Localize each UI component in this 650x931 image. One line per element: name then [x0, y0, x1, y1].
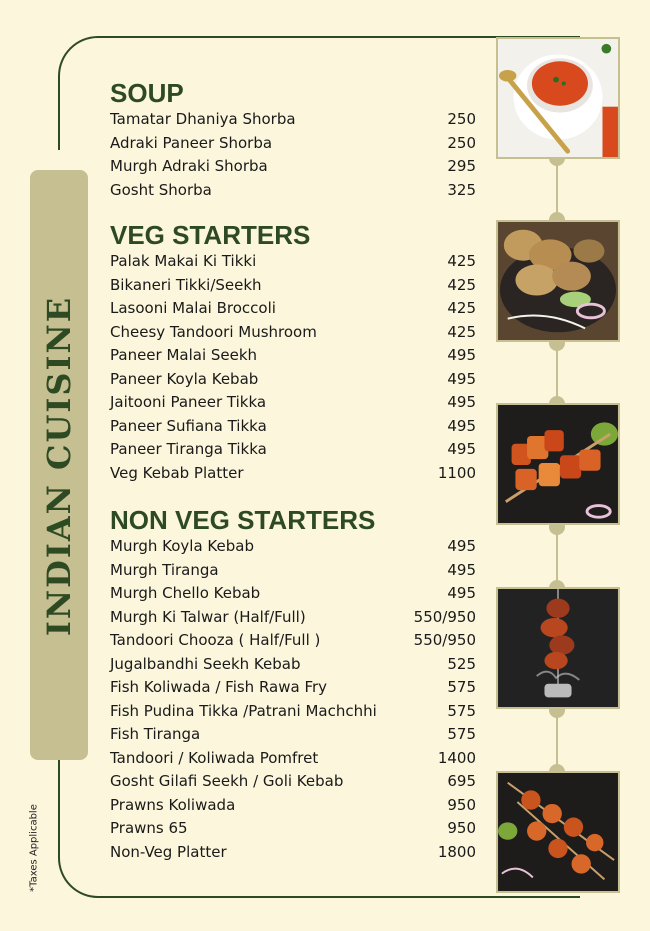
menu-item-price: 550/950: [413, 607, 476, 626]
menu-item: [110, 676, 476, 700]
menu-item: [110, 438, 476, 462]
menu-item-name: Paneer Tiranga Tikka: [110, 440, 267, 458]
menu-item-name: Fish Tiranga: [110, 725, 201, 743]
menu-item-price: 295: [447, 157, 476, 175]
menu-item-price: 495: [447, 440, 476, 458]
menu-item-price: 250: [447, 110, 476, 128]
menu-item-price: 575: [447, 725, 476, 743]
menu-item: [110, 817, 476, 841]
veg-starters-items: [110, 250, 476, 485]
menu-item-name: Bikaneri Tikki/Seekh: [110, 275, 262, 294]
menu-item-name: Veg Kebab Platter: [110, 463, 244, 482]
menu-item: [110, 132, 476, 156]
menu-item: [110, 535, 476, 559]
menu-item: [110, 606, 476, 630]
menu-item-price: 425: [447, 252, 476, 270]
menu-item: [110, 368, 476, 392]
menu-item-price: 950: [447, 819, 476, 837]
menu-item-name: Tandoori / Koliwada Pomfret: [110, 748, 319, 767]
menu-item-price: 575: [447, 701, 476, 720]
menu-item-name: Jaitooni Paneer Tikka: [110, 393, 267, 411]
menu-item-price: 495: [447, 369, 476, 388]
menu-item-price: 495: [447, 346, 476, 364]
menu-item-price: 250: [447, 133, 476, 152]
menu-item: [110, 700, 476, 724]
menu-item: [110, 559, 476, 583]
menu-item-name: Gosht Shorba: [110, 180, 212, 199]
menu-item: [110, 155, 476, 179]
tikki-photo: [496, 220, 620, 342]
menu-item: [110, 250, 476, 274]
menu-item-name: Cheesy Tandoori Mushroom: [110, 322, 317, 341]
prawns-photo: [496, 771, 620, 893]
menu-item-name: Gosht Gilafi Seekh / Goli Kebab: [110, 772, 344, 790]
menu-item-name: Murgh Koyla Kebab: [110, 537, 254, 555]
menu-item-price: 1400: [437, 748, 476, 767]
section-title-veg-starters: VEG STARTERS: [110, 220, 311, 250]
menu-item-name: Murgh Tiranga: [110, 560, 219, 579]
menu-item: [110, 770, 476, 794]
menu-item: [110, 274, 476, 298]
menu-item-name: Jugalbandhi Seekh Kebab: [110, 654, 301, 673]
menu-item-price: 495: [447, 393, 476, 411]
menu-item-price: 495: [447, 537, 476, 555]
menu-item-price: 1800: [437, 842, 476, 861]
menu-item: [110, 794, 476, 818]
menu-item-price: 695: [447, 772, 476, 790]
menu-item-name: Lasooni Malai Broccoli: [110, 299, 276, 317]
menu-item-price: 1100: [437, 463, 476, 482]
menu-item-price: 495: [447, 560, 476, 579]
section-soup: [110, 78, 476, 202]
menu-item-name: Prawns 65: [110, 819, 188, 837]
menu-item-name: Murgh Ki Talwar (Half/Full): [110, 607, 306, 626]
menu-item: [110, 321, 476, 345]
menu-item-price: 495: [447, 416, 476, 435]
menu-item-name: Murgh Chello Kebab: [110, 584, 261, 602]
menu-item-name: Tandoori Chooza ( Half/Full ): [110, 631, 321, 649]
menu-item: [110, 415, 476, 439]
menu-item: [110, 391, 476, 415]
soup-photo: [496, 37, 620, 159]
menu-item: [110, 108, 476, 132]
non-veg-starters-items: [110, 535, 476, 864]
menu-item: [110, 582, 476, 606]
section-non-veg-starters: [110, 505, 476, 864]
menu-item: [110, 297, 476, 321]
menu-item-price: 575: [447, 678, 476, 696]
soup-items: [110, 108, 476, 202]
menu-item-name: Fish Pudina Tikka /Patrani Machchhi: [110, 701, 377, 720]
menu-item-name: Adraki Paneer Shorba: [110, 133, 273, 152]
menu-item-name: Paneer Sufiana Tikka: [110, 416, 267, 435]
menu-item-price: 550/950: [413, 631, 476, 649]
section-veg-starters: [110, 220, 476, 485]
taxes-note: *Taxes Applicable: [28, 804, 40, 892]
menu-item: [110, 462, 476, 486]
menu-item: [110, 629, 476, 653]
menu-item-name: Palak Makai Ki Tikki: [110, 252, 257, 270]
menu-item: [110, 653, 476, 677]
menu-item: [110, 179, 476, 203]
menu-item-name: Murgh Adraki Shorba: [110, 157, 268, 175]
paneer-tikka-photo: [496, 403, 620, 525]
hanging-kebab-photo: [496, 587, 620, 709]
menu-item-name: Fish Koliwada / Fish Rawa Fry: [110, 678, 328, 696]
menu-item-name: Paneer Koyla Kebab: [110, 369, 259, 388]
menu-item-price: 425: [447, 299, 476, 317]
menu-item: [110, 841, 476, 865]
menu-item-price: 425: [447, 322, 476, 341]
menu-item-name: Non-Veg Platter: [110, 842, 227, 861]
menu-item-name: Tamatar Dhaniya Shorba: [110, 110, 296, 128]
section-title-soup: SOUP: [110, 78, 184, 108]
menu-item-price: 525: [447, 654, 476, 673]
menu-list: [110, 78, 476, 864]
menu-item-price: 425: [447, 275, 476, 294]
side-title: INDIAN CUISINE: [40, 295, 78, 637]
section-title-non-veg-starters: NON VEG STARTERS: [110, 505, 376, 535]
menu-item: [110, 723, 476, 747]
menu-item: [110, 344, 476, 368]
menu-item-price: 495: [447, 584, 476, 602]
menu-item-name: Prawns Koliwada: [110, 795, 236, 814]
menu-item: [110, 747, 476, 771]
menu-item-price: 950: [447, 795, 476, 814]
menu-item-name: Paneer Malai Seekh: [110, 346, 258, 364]
menu-item-price: 325: [447, 180, 476, 199]
